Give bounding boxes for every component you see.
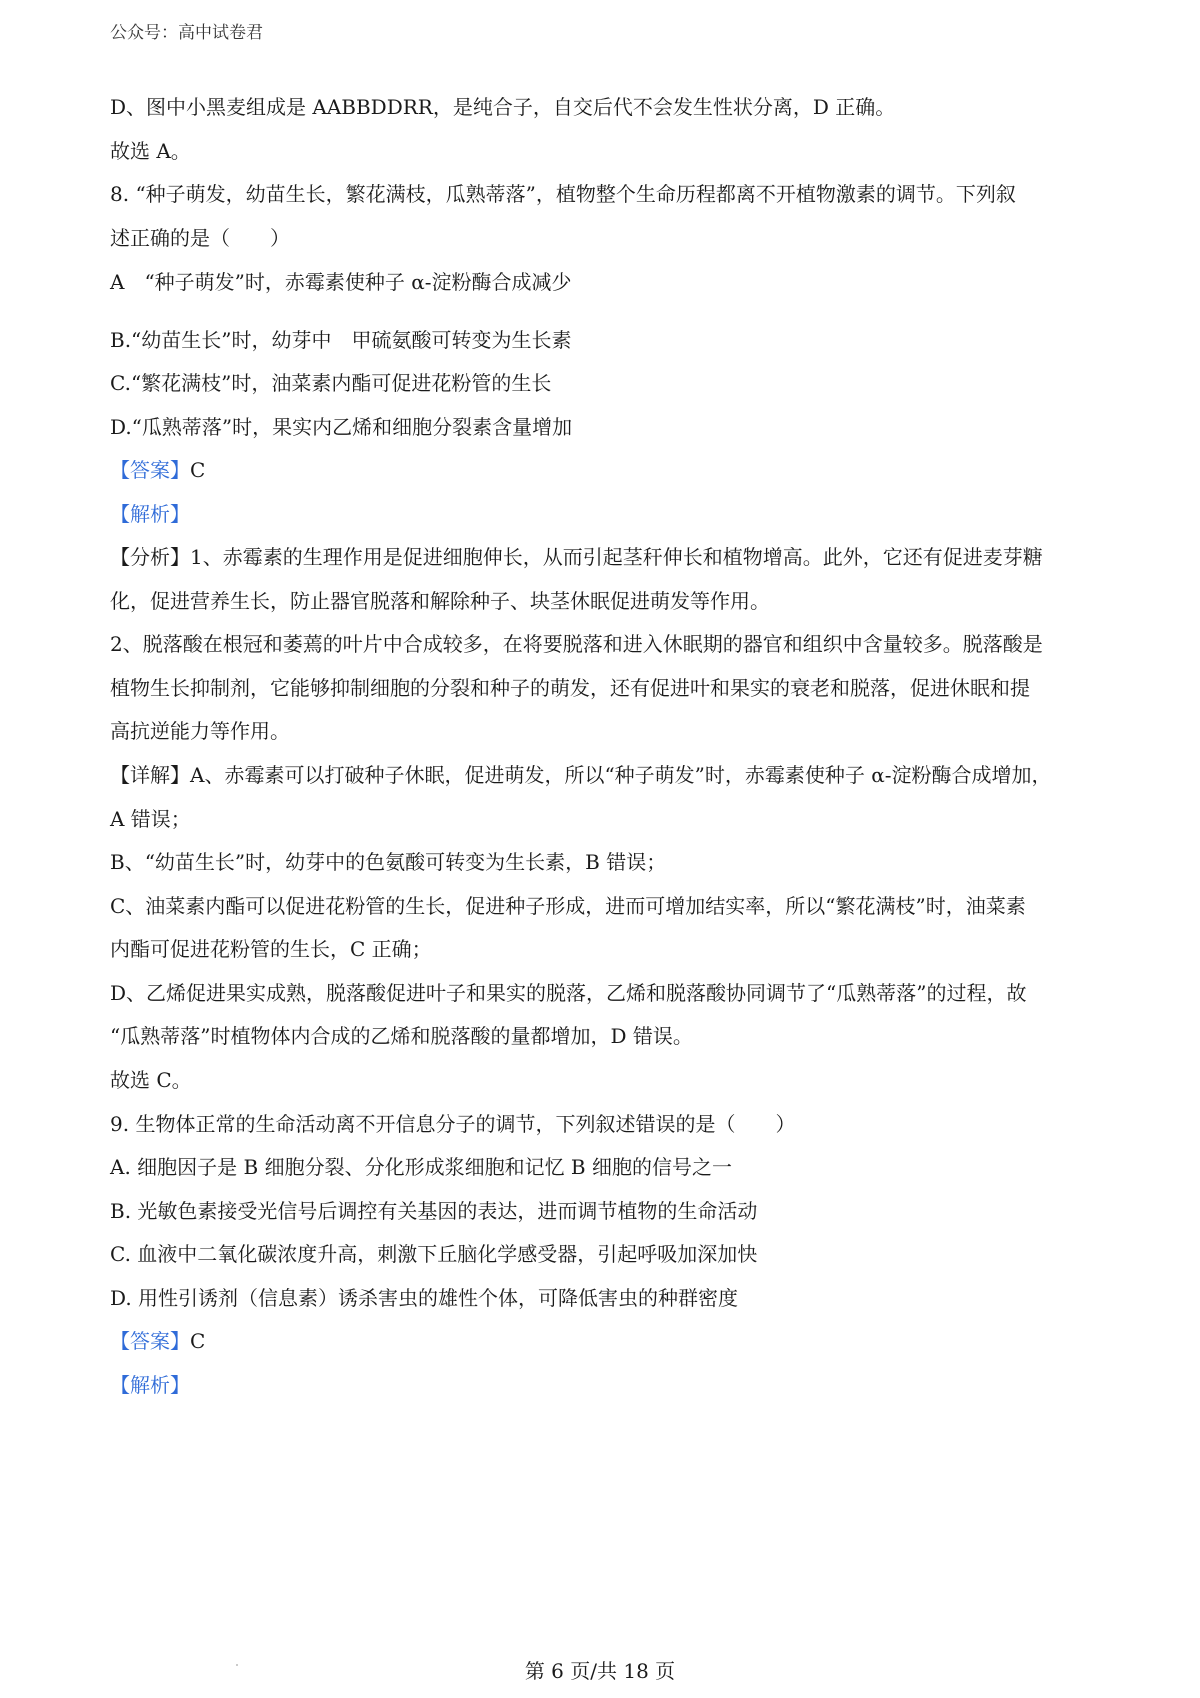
option-a: A “种子萌发”时，赤霉素使种子 α-淀粉酶合成减少 [110,270,572,294]
option-a: A. 细胞因子是 B 细胞分裂、分化形成浆细胞和记忆 B 细胞的信号之一 [110,1155,732,1179]
option-c: C. 血液中二氧化碳浓度升高，刺激下丘脑化学感受器，引起呼吸加深加快 [110,1242,758,1266]
option-c: C.“繁花满枝”时，油菜素内酯可促进花粉管的生长 [110,371,552,395]
text-line: 2、脱落酸在根冠和萎蔫的叶片中合成较多，在将要脱落和进入休眠期的器官和组织中含量较多。脱落酸是 [110,632,1043,656]
answer-value: C [190,1329,206,1353]
option-b: B. 光敏色素接受光信号后调控有关基因的表达，进而调节植物的生命活动 [110,1199,758,1223]
text-line: “瓜熟蒂落”时植物体内合成的乙烯和脱落酸的量都增加，D 错误。 [110,1024,693,1048]
question-8-stem: 8. “种子萌发，幼苗生长，繁花满枝，瓜熟蒂落”，植物整个生命历程都离不开植物激素的调节。下列叙 [110,182,1016,206]
text-line: B、“幼苗生长”时，幼芽中的色氨酸可转变为生长素，B 错误； [110,850,667,874]
answer-line [110,458,205,482]
analysis-tag: 【解析】 [110,1373,190,1397]
text-line: 故选 C。 [110,1068,192,1092]
text-line: 内酯可促进花粉管的生长，C 正确； [110,937,432,961]
option-d: D.“瓜熟蒂落”时，果实内乙烯和细胞分裂素含量增加 [110,415,573,439]
xiangjie-tag: 【详解】 [110,763,190,787]
fenxi-tag: 【分析】 [110,545,190,569]
text-line: 高抗逆能力等作用。 [110,719,290,743]
text-line: C、油菜素内酯可以促进花粉管的生长，促进种子形成，进而可增加结实率，所以“繁花满枝”时，油菜素 [110,894,1026,918]
text-line: A 错误； [110,807,191,831]
text-line: D、乙烯促进果实成熟，脱落酸促进叶子和果实的脱落，乙烯和脱落酸协同调节了“瓜熟蒂落”的过程，故 [110,981,1027,1005]
page-footer: 第 6 页/共 18 页 [524,1659,676,1683]
xiangjie-line: 【详解】A、赤霉素可以打破种子休眠，促进萌发，所以“种子萌发”时，赤霉素使种子 α-淀粉酶合成增加， [110,763,1052,787]
text-line: 植物生长抑制剂，它能够抑制细胞的分裂和种子的萌发，还有促进叶和果实的衰老和脱落，促进休眠和提 [110,676,1030,700]
page-header: 公众号：高中试卷君 [110,23,263,43]
question-8-stem-cont: 述正确的是（ ） [110,226,290,250]
fenxi-line: 【分析】1、赤霉素的生理作用是促进细胞伸长，从而引起茎秆伸长和植物增高。此外，它还有促进麦芽糖 [110,545,1043,569]
option-b: B.“幼苗生长”时，幼芽中 甲硫氨酸可转变为生长素 [110,328,572,352]
answer-tag: 【答案】 [110,458,190,482]
answer-value: C [190,458,206,482]
text-line: D、图中小黑麦组成是 AABBDDRR，是纯合子，自交后代不会发生性状分离，D 正确。 [110,95,896,119]
question-9-stem: 9. 生物体正常的生命活动离不开信息分子的调节，下列叙述错误的是（ ） [110,1112,796,1136]
answer-line [110,1329,205,1353]
text-line: 化，促进营养生长，防止器官脱落和解除种子、块茎休眠促进萌发等作用。 [110,589,770,613]
analysis-line [110,502,190,526]
option-d: D. 用性引诱剂（信息素）诱杀害虫的雄性个体，可降低害虫的种群密度 [110,1286,739,1310]
analysis-tag: 【解析】 [110,502,190,526]
text-line: 故选 A。 [110,139,191,163]
answer-tag: 【答案】 [110,1329,190,1353]
analysis-line [110,1373,190,1397]
